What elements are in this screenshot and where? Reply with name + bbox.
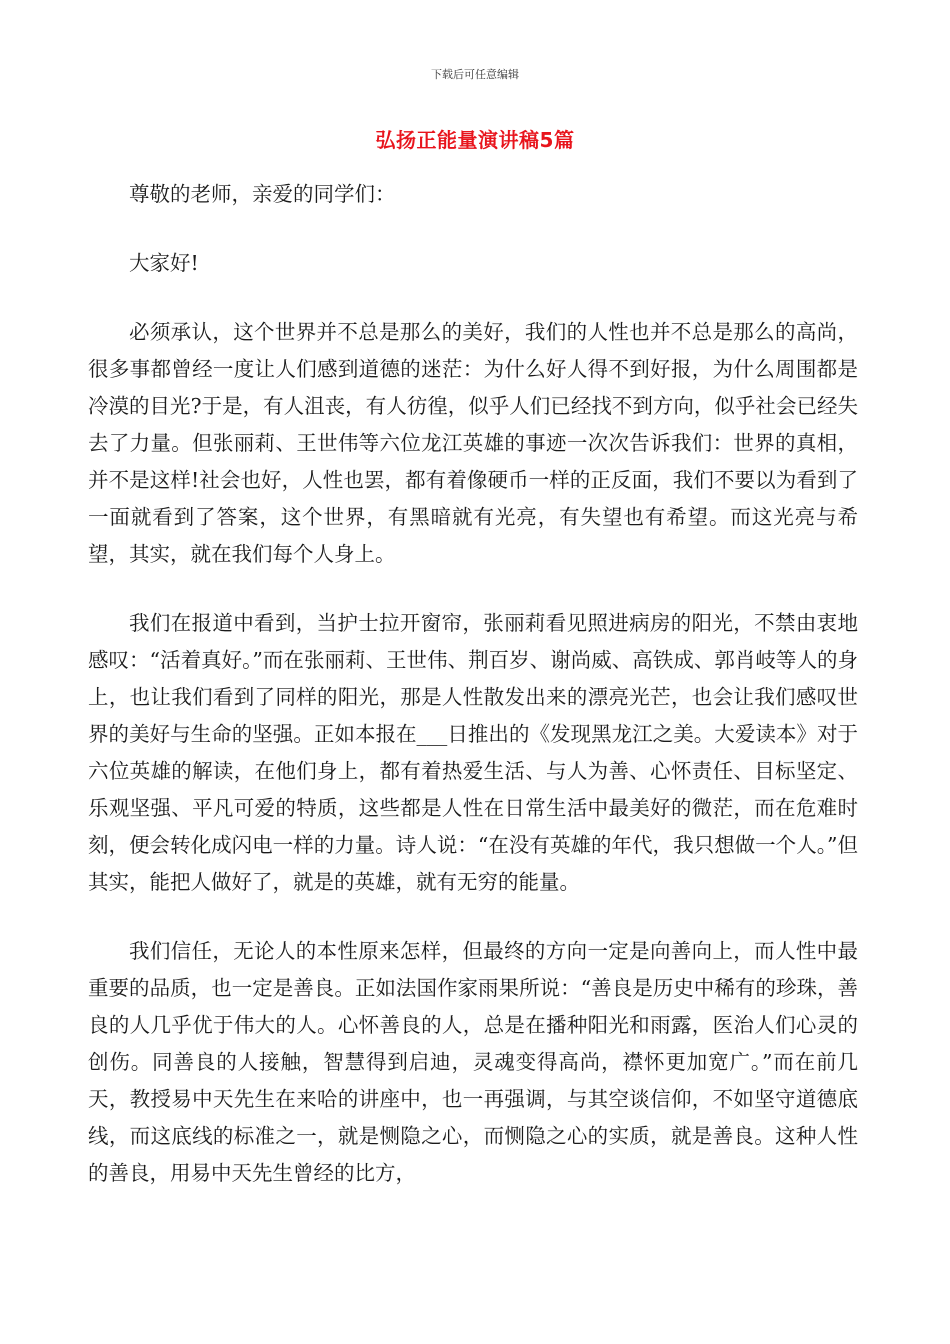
- paragraph: 我们在报道中看到，当护士拉开窗帘，张丽莉看见照进病房的阳光，不禁由衷地感叹：“活着真好。”而在张丽莉、王世伟、荆百岁、谢尚威、高铁成、郭肖岐等人的身上，也让我们看到了同样的阳光，那是人性散发出来的漂亮光芒，也会让我们感叹世界的美好与生命的坚强。正如本报在___日推出的《发现黑龙江之美。大爱读本》对于六位英雄的解读，在他们身上，都有着热爱生活、与人为善、心怀责任、目标坚定、乐观坚强、平凡可爱的特质，这些都是人性在日常生活中最美好的微茫，而在危难时刻，便会转化成闪电一样的力量。诗人说：“在没有英雄的年代，我只想做一个人。”但其实，能把人做好了，就是的英雄，就有无穷的能量。: [88, 611, 858, 894]
- document-body: [88, 176, 858, 1192]
- header-note: 下载后可任意编辑: [431, 68, 519, 81]
- document-title: 弘扬正能量演讲稿5篇: [375, 128, 575, 152]
- paragraph-greeting: 大家好!: [129, 251, 199, 275]
- paragraph: 我们信任，无论人的本性原来怎样，但最终的方向一定是向善向上，而人性中最重要的品质，也一定是善良。正如法国作家雨果所说：“善良是历史中稀有的珍珠，善良的人几乎优于伟大的人。心怀善良的人，总是在播种阳光和雨露，医治人们心灵的创伤。同善良的人接触，智慧得到启迪，灵魂变得高尚，襟怀更加宽广。”而在前几天，教授易中天先生在来哈的讲座中，也一再强调，与其空谈信仰，不如坚守道德底线，而这底线的标准之一，就是恻隐之心，而恻隐之心的实质，就是善良。这种人性的善良，用易中天先生曾经的比方，: [88, 939, 858, 1185]
- paragraph-salutation: 尊敬的老师，亲爱的同学们：: [129, 182, 396, 206]
- paragraph: 必须承认，这个世界并不总是那么的美好，我们的人性也并不总是那么的高尚，很多事都曾经一度让人们感到道德的迷茫：为什么好人得不到好报，为什么周围都是冷漠的目光?于是，有人沮丧，有人彷徨，似乎人们已经找不到方向，似乎社会已经失去了力量。但张丽莉、王世伟等六位龙江英雄的事迹一次次告诉我们：世界的真相，并不是这样!社会也好，人性也罢，都有着像硬币一样的正反面，我们不要以为看到了一面就看到了答案，这个世界，有黑暗就有光亮，有失望也有希望。而这光亮与希望，其实，就在我们每个人身上。: [88, 320, 858, 566]
